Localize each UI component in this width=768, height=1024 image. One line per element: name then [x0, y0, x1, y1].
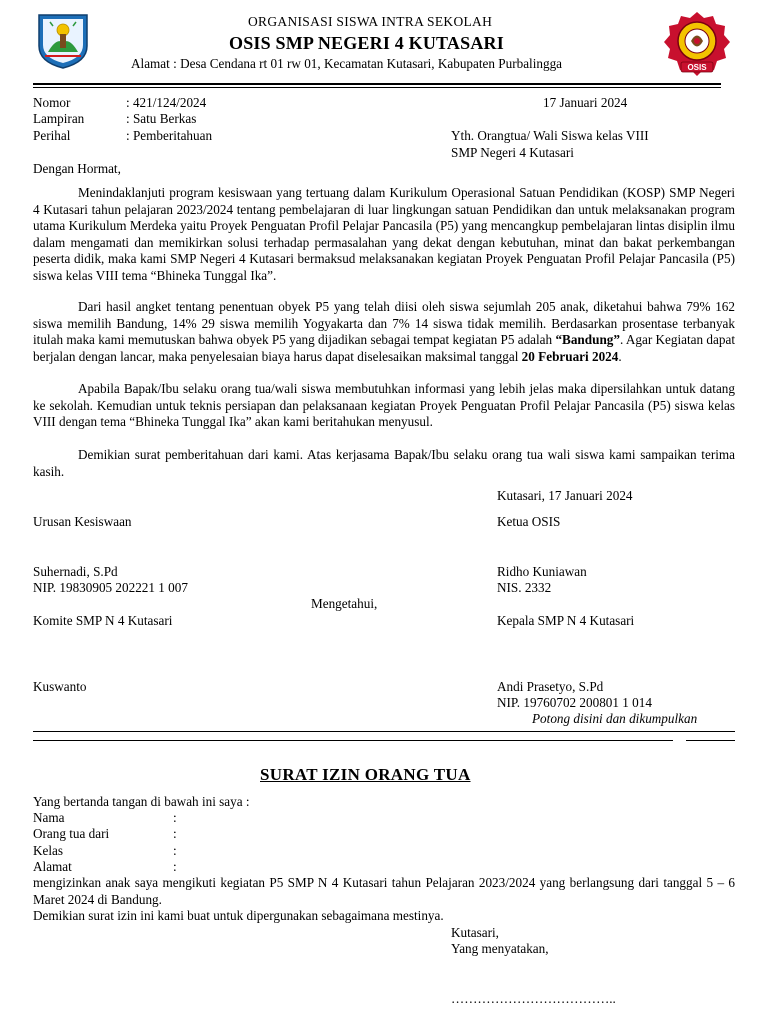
- osis-logo-text: OSIS: [687, 63, 707, 72]
- letter-date: 17 Januari 2024: [543, 95, 628, 110]
- signature-left-role: Urusan Kesiswaan: [33, 514, 132, 529]
- nomor-label: Nomor: [33, 95, 71, 110]
- paragraph-2-bold-deadline: 20 Februari 2024: [521, 348, 619, 364]
- paragraph-2: [33, 299, 735, 365]
- paragraph-3-text: Apabila Bapak/Ibu selaku orang tua/wali siswa membutuhkan informasi yang lebih jelas maka dipersilahkan untuk datang ke sekolah. Kemudian untuk teknis persiapan dan pelaksanaan kegiatan Proyek Penguatan Profil Pelajar Pancasila (P5) siswa kelas VIII dengan tema “Bhineka Tunggal Ika” akan kami beritahukan menyusul.: [33, 381, 735, 429]
- permit-field-label: Nama: [33, 810, 65, 825]
- permit-statement: mengizinkan anak saya mengikuti kegiatan P5 SMP N 4 Kutasari tahun Pelajaran 2023/2024 yang berlangsung dari tanggal 5 – 6 Maret 2024 di Bandung.: [33, 875, 735, 907]
- permit-declarant: Yang menyatakan,: [451, 941, 549, 956]
- school-address: Alamat : Desa Cendana rt 01 rw 01, Kecamatan Kutasari, Kabupaten Purbalingga: [131, 56, 563, 71]
- permit-field-label: Alamat: [33, 859, 72, 874]
- signature-left2-role: Komite SMP N 4 Kutasari: [33, 613, 173, 628]
- lampiran-value: : Satu Berkas: [126, 111, 197, 126]
- signature-right-name: Ridho Kuniawan: [497, 564, 587, 579]
- perihal-value: : Pemberitahuan: [126, 128, 213, 143]
- permit-signature-line: ………………………………..: [451, 991, 616, 1006]
- header-rule-thin: [33, 87, 721, 88]
- permit-field-label: Kelas: [33, 843, 64, 858]
- permit-field-colon: :: [173, 826, 177, 841]
- cut-note: Potong disini dan dikumpulkan: [532, 711, 698, 726]
- paragraph-2-text-b: . Agar Kegiatan dapat berjalan dengan lancar, maka penyelesaian biaya harus dapat diselesaikan maksimal tanggal: [33, 332, 735, 364]
- organization-name: ORGANISASI SISWA INTRA SEKOLAH: [248, 14, 493, 29]
- osis-logo: [662, 10, 732, 80]
- permit-intro: Yang bertanda tangan di bawah ini saya :: [33, 794, 250, 809]
- paragraph-3: [33, 381, 735, 431]
- permit-closing: Demikian surat izin ini kami buat untuk dipergunakan sebagaimana mestinya.: [33, 908, 444, 923]
- signature-right-role: Ketua OSIS: [497, 514, 561, 529]
- paragraph-4: [33, 447, 735, 480]
- signature-left-id: NIP. 19830905 202221 1 007: [33, 580, 188, 595]
- recipient-line-1: Yth. Orangtua/ Wali Siswa kelas VIII: [451, 128, 649, 143]
- regency-crest-logo: [36, 12, 90, 70]
- header-rule-thick: [33, 83, 721, 85]
- signature-place-date: Kutasari, 17 Januari 2024: [497, 488, 633, 503]
- permit-place: Kutasari,: [451, 925, 499, 940]
- acknowledged-label: Mengetahui,: [311, 596, 378, 611]
- signature-left-name: Suhernadi, S.Pd: [33, 564, 118, 579]
- greeting: Dengan Hormat,: [33, 161, 121, 176]
- paragraph-2-text-c: .: [618, 348, 622, 364]
- cut-line-top: [33, 731, 735, 732]
- signature-right2-id: NIP. 19760702 200801 1 014: [497, 695, 652, 710]
- cut-line-bottom-right: [686, 740, 735, 741]
- school-name: OSIS SMP NEGERI 4 KUTASARI: [229, 33, 504, 53]
- signature-right2-name: Andi Prasetyo, S.Pd: [497, 679, 604, 694]
- paragraph-1: [33, 185, 735, 284]
- recipient-line-2: SMP Negeri 4 Kutasari: [451, 145, 574, 160]
- cut-line-bottom-left: [33, 740, 673, 741]
- permit-field-colon: :: [173, 810, 177, 825]
- permit-field-colon: :: [173, 843, 177, 858]
- lampiran-label: Lampiran: [33, 111, 85, 126]
- nomor-value: : 421/124/2024: [126, 95, 207, 110]
- permit-field-colon: :: [173, 859, 177, 874]
- paragraph-2-bold-destination: “Bandung”: [555, 332, 620, 347]
- signature-left2-name: Kuswanto: [33, 679, 87, 694]
- signature-right-id: NIS. 2332: [497, 580, 552, 595]
- permit-field-label: Orang tua dari: [33, 826, 110, 841]
- permit-title: SURAT IZIN ORANG TUA: [260, 765, 471, 784]
- paragraph-2-text-a: Dari hasil angket tentang penentuan obyek P5 yang telah diisi oleh siswa sejumlah 205 anak, diketahui bahwa 79% 162 siswa memilih Bandung, 14% 29 siswa memilih Yogyakarta dan 7% 14 siswa tidak memilih. Berdasarkan prosentase terbanyak itulah maka kami memutuskan bahwa obyek P5 yang dijadikan sebagai tempat kegiatan P5 adalah: [33, 299, 735, 347]
- paragraph-4-text: Demikian surat pemberitahuan dari kami. Atas kerjasama Bapak/Ibu selaku orang tua wali siswa kami sampaikan terima kasih.: [33, 447, 735, 479]
- paragraph-1-text: Menindaklanjuti program kesiswaan yang tertuang dalam Kurikulum Operasional Satuan Pendidikan (KOSP) SMP Negeri 4 Kutasari tahun pelajaran 2023/2024 tentang pembelajaran di luar lingkungan satuan Pendidikan dan untuk melaksanakan program utama Kurikulum Merdeka yaitu Proyek Penguatan Profil Pelajar Pancasila (P5) yang mencangkup pembelajaran lintas disiplin ilmu dalam mengamati dan memikirkan solusi terhadap permasalahan yang dekat dengan kebutuhan, minat dan bakat perkembangan peserta didik, maka kami SMP Negeri 4 Kutasari bermaksud melaksanakan kegiatan Proyek Penguatan Profil Pelajar Pancasila (P5) siswa kelas VIII tema “Bhineka Tunggal Ika”.: [33, 185, 735, 283]
- perihal-label: Perihal: [33, 128, 71, 143]
- signature-right2-role: Kepala SMP N 4 Kutasari: [497, 613, 635, 628]
